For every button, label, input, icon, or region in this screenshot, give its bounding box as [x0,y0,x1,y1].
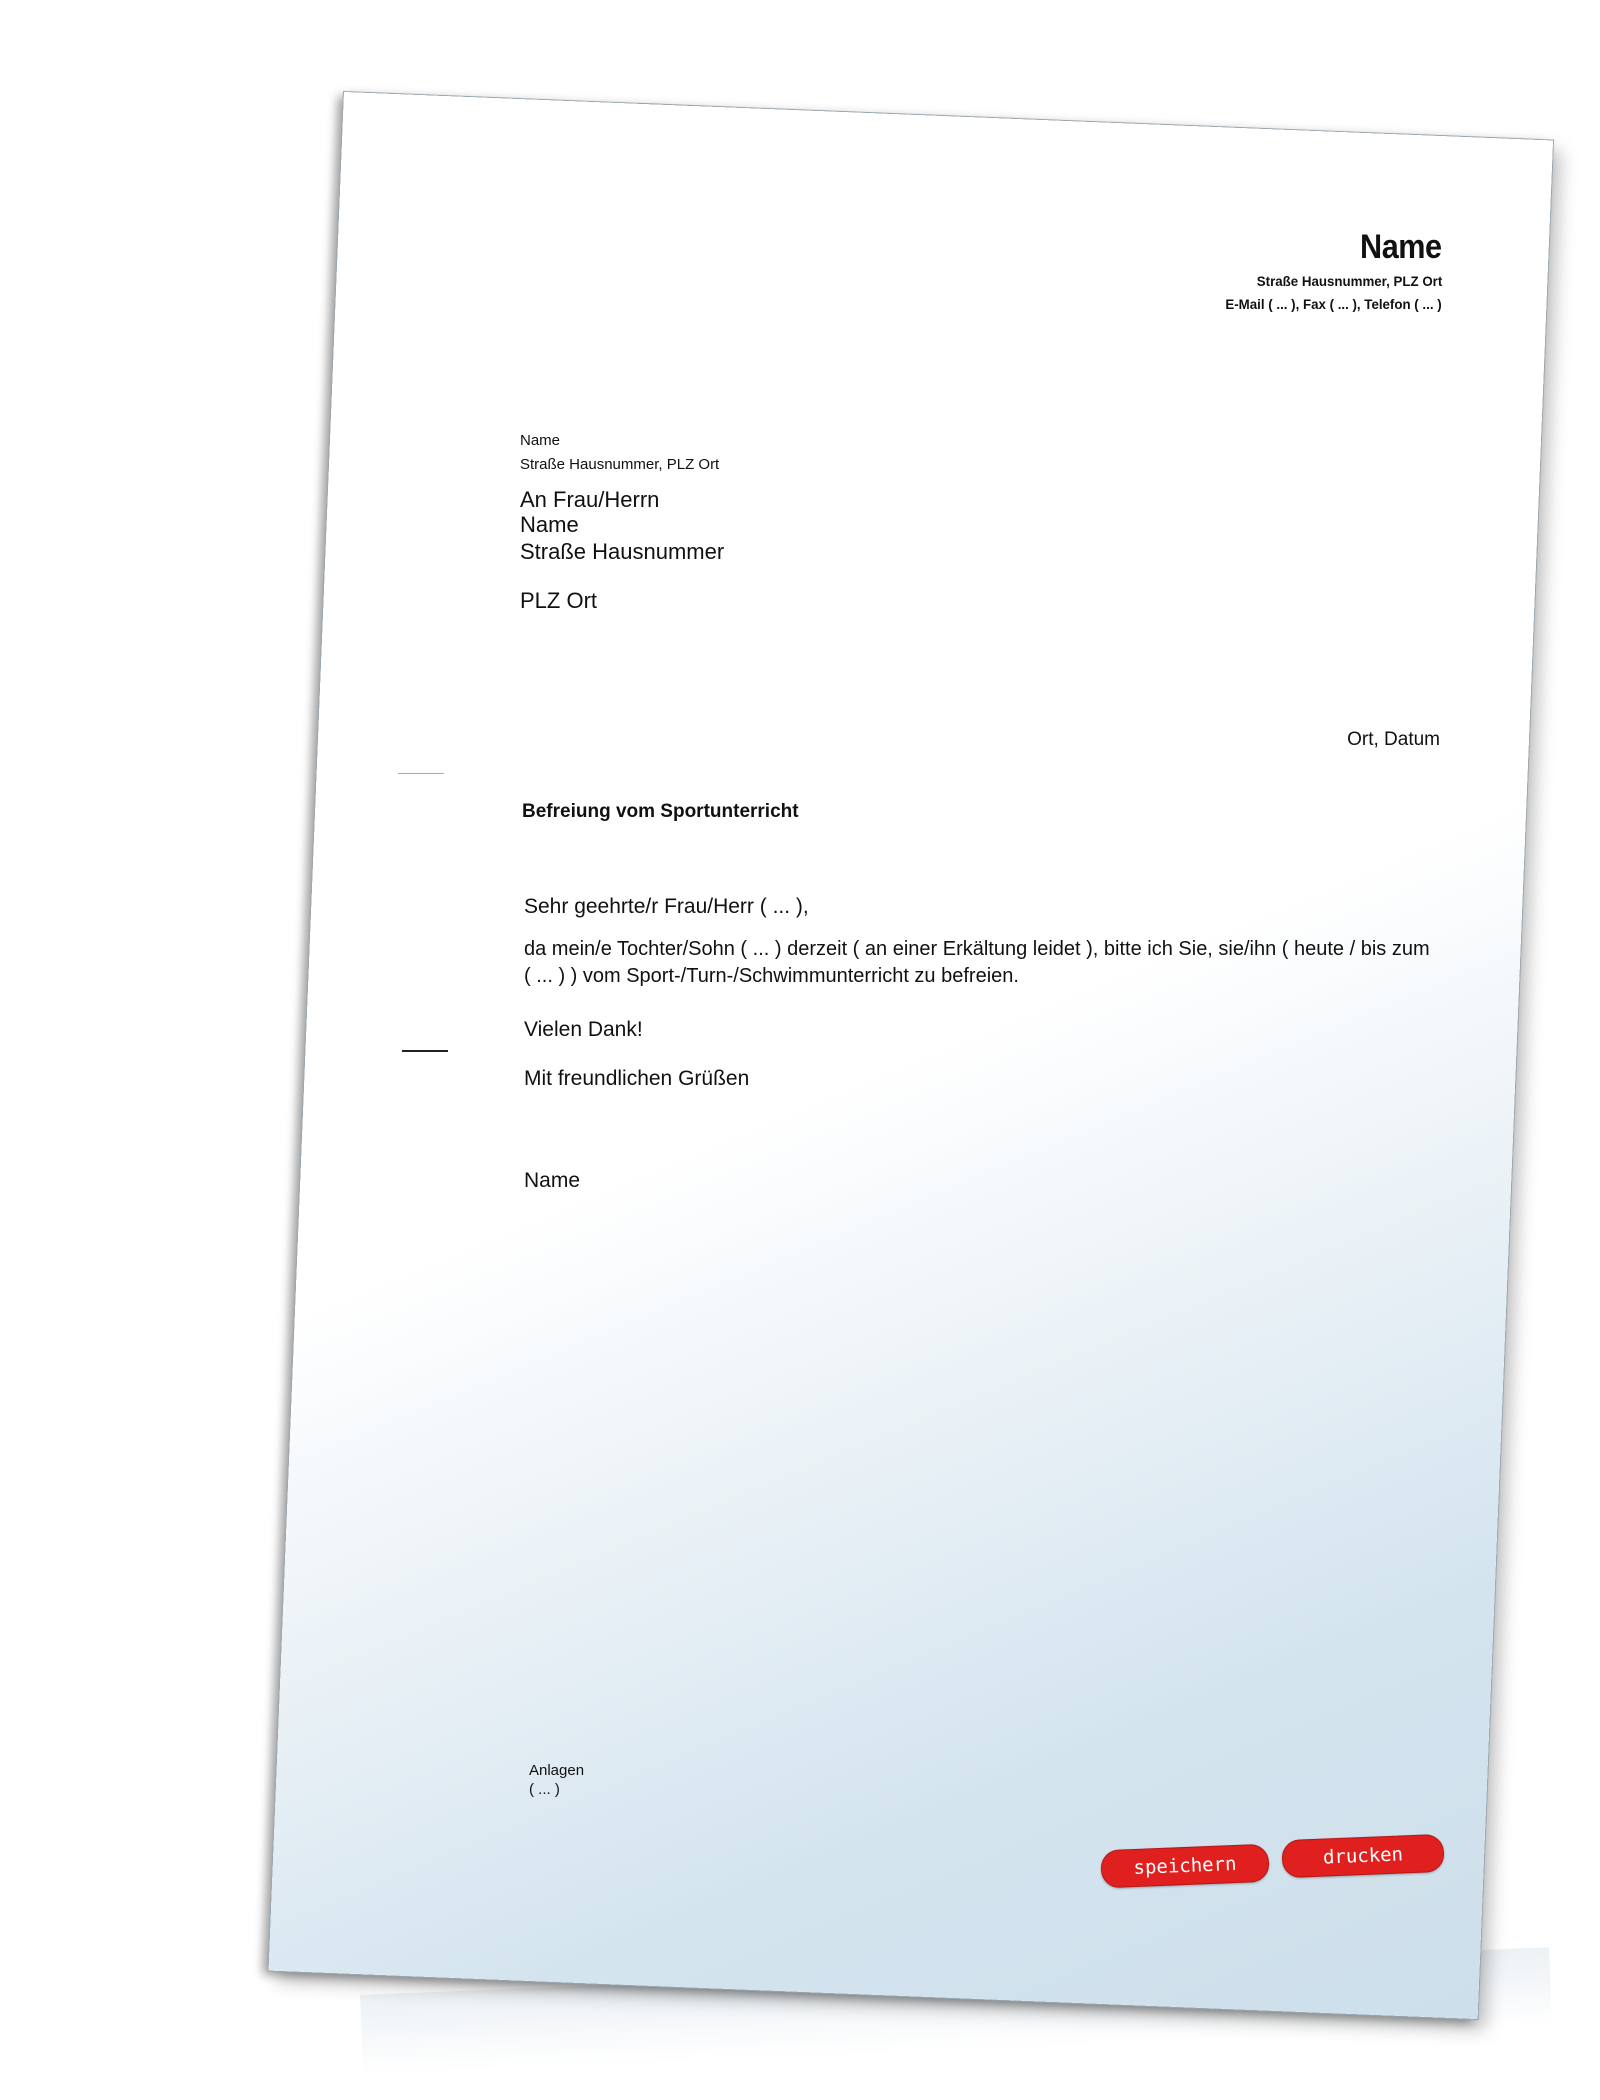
fold-mark-middle [402,1050,448,1052]
body-line-2: ( ... ) ) vom Sport-/Turn-/Schwimmunterricht zu befreien. [524,965,1019,987]
thanks-line: Vielen Dank! [524,1018,643,1041]
sender-contact: E-Mail ( ... ), Fax ( ... ), Telefon ( ... ) [1225,296,1442,312]
attachments-label: Anlagen [529,1762,585,1779]
letter-date: Ort, Datum [1347,729,1440,750]
signer-name: Name [524,1169,581,1192]
recipient-line-1: An Frau/Herrn [520,487,660,512]
sender-address: Straße Hausnummer, PLZ Ort [1256,273,1442,289]
recipient-line-3: Straße Hausnummer [520,539,725,564]
salutation: Sehr geehrte/r Frau/Herr ( ... ), [524,895,809,918]
body-line-1: da mein/e Tochter/Sohn ( ... ) derzeit ( an einer Erkältung leidet ), bitte ich Sie, sie/ihn ( heute / bis zum [524,938,1430,960]
recipient-line-2: Name [520,512,579,537]
fold-mark-top [398,773,444,774]
print-button[interactable]: drucken [1281,1834,1444,1878]
return-address-name: Name [520,432,561,449]
attachments-value: ( ... ) [529,1781,560,1798]
return-address-street: Straße Hausnummer, PLZ Ort [520,456,720,473]
recipient-line-4: PLZ Ort [520,588,598,613]
sender-name: Name [1360,228,1442,266]
save-button[interactable]: speichern [1100,1844,1269,1889]
letter-subject: Befreiung vom Sportunterricht [522,801,799,822]
closing-line: Mit freundlichen Grüßen [524,1067,750,1090]
